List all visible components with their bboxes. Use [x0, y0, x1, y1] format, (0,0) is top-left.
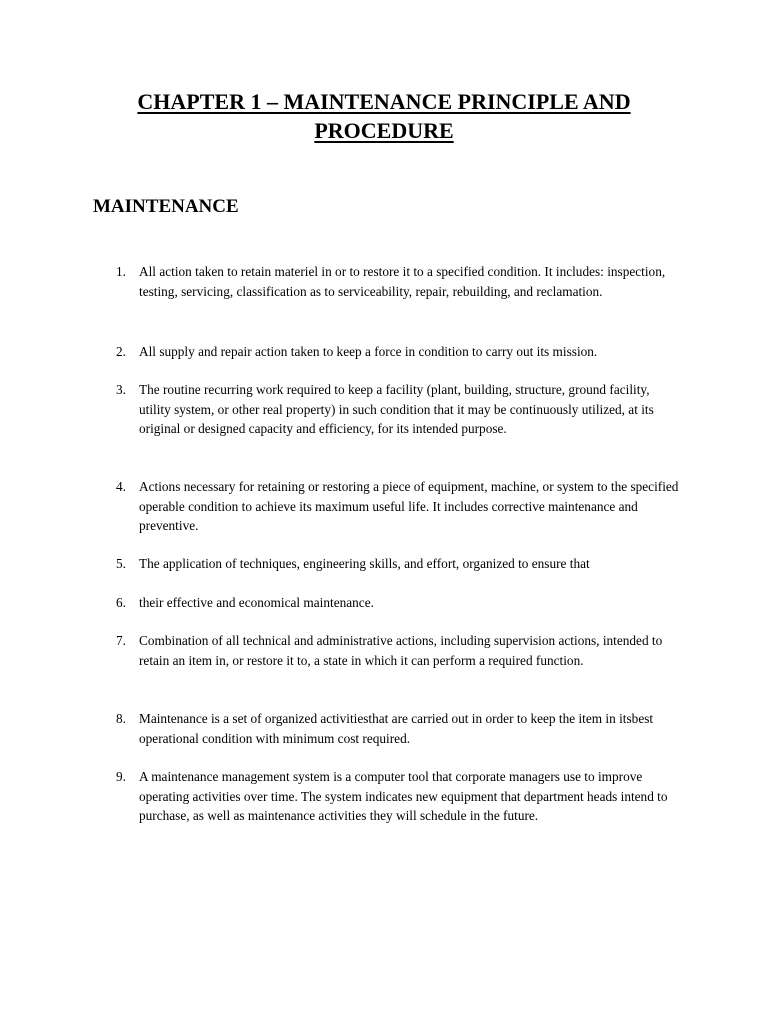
- list-item-text: Combination of all technical and administrative actions, including supervision actions, intended to retain an item in, or restore it to, a state in which it can perform a required function.: [139, 633, 663, 668]
- list-item-number: 5.: [116, 556, 126, 571]
- list-item-number: 9.: [116, 769, 126, 784]
- list-item-number: 6.: [116, 595, 126, 610]
- list-item-text: A maintenance management system is a computer tool that corporate managers use to improve operating activities over time. The system indicates new equipment that department heads intend to purchase, as well as maintenance activities they will schedule in the future.: [139, 769, 668, 823]
- list-item-number: 1.: [116, 264, 126, 279]
- list-item-text: All supply and repair action taken to keep a force in condition to carry out its mission.: [139, 344, 598, 359]
- list-item-text: Actions necessary for retaining or restoring a piece of equipment, machine, or system to the specified operable condition to achieve its maximum useful life. It includes corrective maintenance and preventive.: [139, 479, 679, 533]
- list-item-text: their effective and economical maintenance.: [139, 595, 374, 610]
- list-item-text: All action taken to retain materiel in or to restore it to a specified condition. It includes: inspection, testing, servicing, classification as to serviceability, repair, rebuilding, and reclamation.: [139, 264, 666, 299]
- list-item-number: 4.: [116, 479, 126, 494]
- list-item-number: 2.: [116, 344, 126, 359]
- list-item-text: The application of techniques, engineering skills, and effort, organized to ensure that: [139, 556, 590, 571]
- chapter-title: CHAPTER 1 – MAINTENANCE PRINCIPLE AND PROCEDURE: [137, 89, 631, 143]
- list-item-text: The routine recurring work required to keep a facility (plant, building, structure, ground facility, utility system, or other real property) in such condition that it may be continuously utilized, at its original or designed capacity and efficiency, for its intended purpose.: [139, 382, 654, 436]
- list-item-number: 3.: [116, 382, 126, 397]
- section-heading: MAINTENANCE: [93, 196, 239, 217]
- list-item-text: Maintenance is a set of organized activitiesthat are carried out in order to keep the item in itsbest operational condition with minimum cost required.: [139, 711, 654, 746]
- list-item-number: 8.: [116, 711, 126, 726]
- list-item-number: 7.: [116, 633, 126, 648]
